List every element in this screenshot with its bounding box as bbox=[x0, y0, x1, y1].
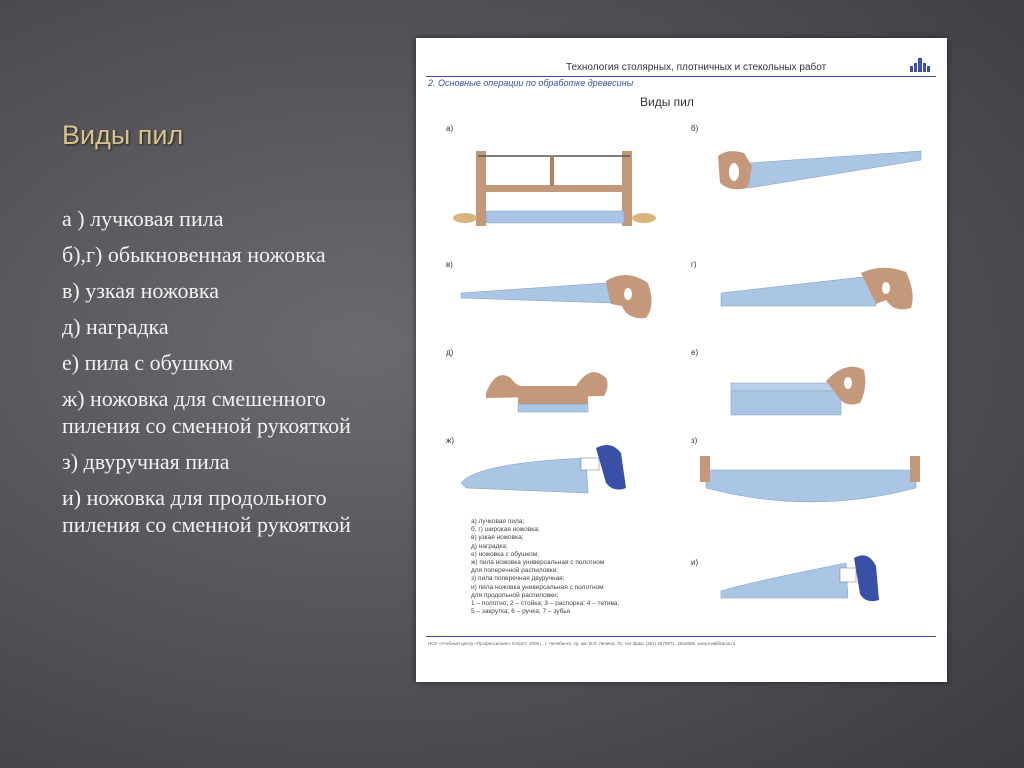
universal-saw-i-icon bbox=[721, 555, 879, 601]
handsaw-g-icon bbox=[721, 268, 913, 310]
document-header: Технология столярных, плотничных и стекольных работ bbox=[566, 62, 827, 73]
legend-item: в) узкая ножовка; bbox=[471, 534, 524, 542]
legend-item: 1 – полотно; 2 – стойка; 3 – распорка; 4 – тетива; bbox=[471, 600, 620, 608]
slide-title: Виды пил bbox=[62, 120, 184, 150]
legend-item: з) пила поперечная двуручная; bbox=[471, 575, 565, 583]
universal-saw-zh-icon bbox=[461, 445, 626, 493]
figure-letter-zh: ж) bbox=[446, 436, 455, 445]
figure-letter-v: в) bbox=[446, 260, 453, 269]
section-title: 2. Основные операции по обработке древесины bbox=[428, 78, 634, 88]
list-item: д) наградка bbox=[62, 314, 169, 339]
legend-item: б, г) широкая ножовка; bbox=[471, 526, 540, 534]
legend-item: ж) пила ножовка универсальная с полотном bbox=[471, 559, 605, 567]
list-item: в) узкая ножовка bbox=[62, 278, 220, 303]
frame-saw-icon bbox=[453, 151, 656, 226]
narrow-saw-icon bbox=[461, 275, 652, 318]
figure-letter-a: а) bbox=[446, 124, 454, 133]
legend-item: для продольной распиловки; bbox=[471, 591, 559, 599]
legend-item: для поперечной распиловки; bbox=[471, 567, 559, 575]
bucksaw-d-icon bbox=[486, 372, 608, 412]
footer-divider bbox=[426, 636, 936, 637]
list-item: ж) ножовка для смешенного пиления со сменной рукояткой bbox=[62, 386, 351, 438]
figure-letter-b: б) bbox=[691, 124, 699, 133]
figure-legend bbox=[471, 518, 691, 616]
list-item: з) двуручная пила bbox=[62, 449, 230, 474]
document-footer: НОУ «Учебный центр «Профессионал» ЮУрГУ, 2008 г., г. Челябинск, пр. им. В.И. Ленина, 76, тел./факс (351) 2670871, 2652909, www.kvalifikacia.ru bbox=[428, 641, 736, 646]
document-subtitle: Виды пил bbox=[640, 95, 694, 109]
legend-item: и) пила ножовка универсальная с полотном bbox=[471, 583, 604, 591]
figure-letter-g: г) bbox=[691, 260, 697, 269]
list-item: е) пила с обушком bbox=[62, 350, 234, 375]
figure-letter-z: з) bbox=[691, 436, 698, 445]
list-item: и) ножовка для продольного пиления со сменной рукояткой bbox=[62, 485, 351, 537]
list-item: б),г) обыкновенная ножовка bbox=[62, 242, 326, 267]
list-item: а ) лучковая пила bbox=[62, 206, 224, 231]
back-saw-icon bbox=[731, 367, 865, 415]
handsaw-b-icon bbox=[718, 151, 921, 189]
legend-item: е) ножовка с обушком; bbox=[471, 550, 540, 558]
two-man-saw-icon bbox=[700, 456, 920, 502]
figure-letter-d: д) bbox=[446, 348, 454, 357]
figure-letter-i: и) bbox=[691, 558, 699, 567]
legend-item: д) наградка; bbox=[471, 542, 508, 550]
figure-letter-e: е) bbox=[691, 348, 699, 357]
legend-item: 5 – закрутка; 6 – ручка; 7 – зубья bbox=[471, 608, 571, 616]
saw-types-list bbox=[62, 205, 392, 547]
legend-item: а) лучковая пила; bbox=[471, 518, 525, 525]
reference-sheet bbox=[416, 38, 947, 682]
